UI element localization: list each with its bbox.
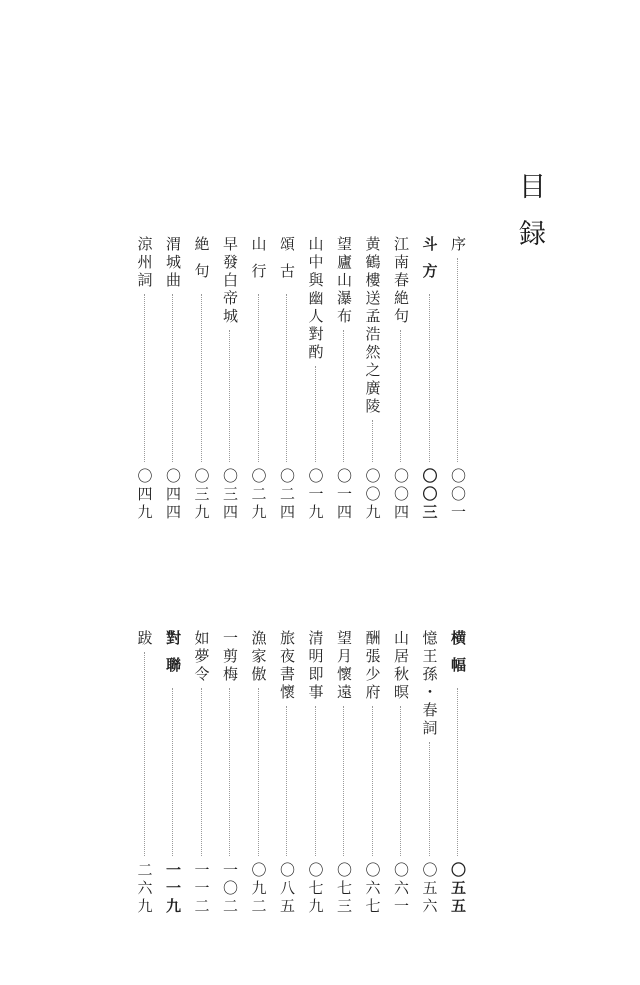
toc-entry-title: 横幅: [449, 630, 467, 684]
toc-entry-title: 憶王孫・春詞: [420, 630, 439, 738]
toc-entry-title: 山居秋暝: [392, 630, 410, 702]
toc-page-number: 〇〇九: [363, 468, 382, 522]
toc-leader-dots: [144, 294, 145, 462]
toc-entry-title: 望月懷遠: [335, 630, 353, 702]
toc-entry[interactable]: [363, 630, 383, 922]
toc-entry[interactable]: [192, 630, 212, 922]
toc-entry-title: 跋: [135, 630, 154, 648]
toc-entry-title: 渭城曲: [164, 236, 182, 290]
toc-leader-dots: [315, 706, 316, 856]
toc-entry[interactable]: [135, 630, 155, 922]
toc-entry-title: 絶句: [192, 236, 211, 290]
toc-page-number: 〇三四: [221, 468, 239, 522]
toc-page-number: 一一二: [192, 862, 211, 916]
toc-entry[interactable]: [220, 630, 240, 922]
toc-page-number: 〇二九: [249, 468, 268, 522]
toc-entry[interactable]: [420, 630, 440, 922]
toc-leader-dots: [400, 330, 401, 462]
toc-leader-dots: [286, 706, 287, 856]
toc-entry[interactable]: [334, 236, 354, 528]
toc-entry[interactable]: [192, 236, 212, 528]
toc-leader-dots: [457, 258, 458, 462]
toc-entry-title: 漁家傲: [249, 630, 268, 684]
toc-page-number: 〇二四: [278, 468, 296, 522]
toc-page-number: 〇一四: [335, 468, 353, 522]
toc-leader-dots: [457, 688, 458, 856]
toc-leader-dots: [315, 366, 316, 462]
toc-entry[interactable]: [277, 236, 297, 528]
toc-page-number: 一〇二: [221, 862, 239, 916]
toc-page-number: 〇三九: [192, 468, 211, 522]
toc-leader-dots: [429, 294, 430, 462]
toc-entry[interactable]: [306, 630, 326, 922]
toc-page-number: 〇六一: [392, 862, 410, 916]
toc-page-number: 〇〇三: [420, 468, 439, 522]
toc-entry[interactable]: [249, 630, 269, 922]
toc-entry[interactable]: [363, 236, 383, 528]
toc-leader-dots: [172, 688, 173, 856]
toc-entry-title: 江南春絶句: [392, 236, 410, 326]
toc-entry[interactable]: [249, 236, 269, 528]
toc-page-number: 〇一九: [306, 468, 325, 522]
toc-page-number: 〇九二: [249, 862, 268, 916]
toc-page-number: 〇五五: [449, 862, 467, 916]
toc-entry[interactable]: [448, 236, 468, 528]
toc-page-number: 一一九: [164, 862, 182, 916]
toc-entry-title: 對聯: [164, 630, 182, 684]
toc-leader-dots: [372, 706, 373, 856]
toc-entry-title: 山行: [249, 236, 268, 290]
toc-leader-dots: [258, 688, 259, 856]
toc-entry-title: 清明即事: [306, 630, 325, 702]
toc-entry-title: 頌古: [278, 236, 296, 290]
toc-leader-dots: [286, 294, 287, 462]
toc-entry-title: 望廬山瀑布: [335, 236, 353, 326]
toc-entry-title: 早發白帝城: [221, 236, 239, 326]
toc-entry[interactable]: [420, 236, 440, 528]
toc-page-number: 〇〇一: [449, 468, 467, 522]
toc-entry[interactable]: [163, 630, 183, 922]
toc-page-number: 〇八五: [278, 862, 296, 916]
toc-entry-title: 酬張少府: [363, 630, 382, 702]
toc-page-number: 二六九: [135, 862, 154, 916]
toc-page-number: 〇〇四: [392, 468, 410, 522]
toc-leader-dots: [429, 742, 430, 856]
page-title: 目録: [514, 172, 545, 266]
toc-leader-dots: [343, 706, 344, 856]
toc-leader-dots: [201, 688, 202, 856]
toc-leader-dots: [172, 294, 173, 462]
toc-entry-title: 如夢令: [192, 630, 211, 684]
toc-page-number: 〇七九: [306, 862, 325, 916]
toc-entry[interactable]: [220, 236, 240, 528]
toc-entry-title: 斗方: [420, 236, 439, 290]
toc-entry[interactable]: [306, 236, 326, 528]
toc-entry[interactable]: [448, 630, 468, 922]
toc-entry-title: 涼州詞: [135, 236, 154, 290]
toc-leader-dots: [400, 706, 401, 856]
toc-leader-dots: [201, 294, 202, 462]
toc-entry-title: 山中與幽人對酌: [306, 236, 325, 362]
toc-leader-dots: [144, 652, 145, 856]
toc-page-number: 〇四四: [164, 468, 182, 522]
toc-entry-title: 黄鶴樓送孟浩然之廣陵: [363, 236, 382, 416]
toc-entry[interactable]: [277, 630, 297, 922]
toc-page-number: 〇四九: [135, 468, 154, 522]
toc-entry[interactable]: [334, 630, 354, 922]
toc-page-number: 〇六七: [363, 862, 382, 916]
toc-entry[interactable]: [391, 236, 411, 528]
toc-entry-title: 序: [449, 236, 467, 254]
toc-leader-dots: [372, 420, 373, 462]
toc-page-number: 〇五六: [420, 862, 439, 916]
toc-entry[interactable]: [163, 236, 183, 528]
toc-entry-title: 一剪梅: [221, 630, 239, 684]
toc-leader-dots: [229, 330, 230, 462]
toc-entry-title: 旅夜書懷: [278, 630, 296, 702]
toc-leader-dots: [229, 688, 230, 856]
toc-entry[interactable]: [135, 236, 155, 528]
toc-leader-dots: [343, 330, 344, 462]
toc-leader-dots: [258, 294, 259, 462]
toc-entry[interactable]: [391, 630, 411, 922]
toc-page-number: 〇七三: [335, 862, 353, 916]
